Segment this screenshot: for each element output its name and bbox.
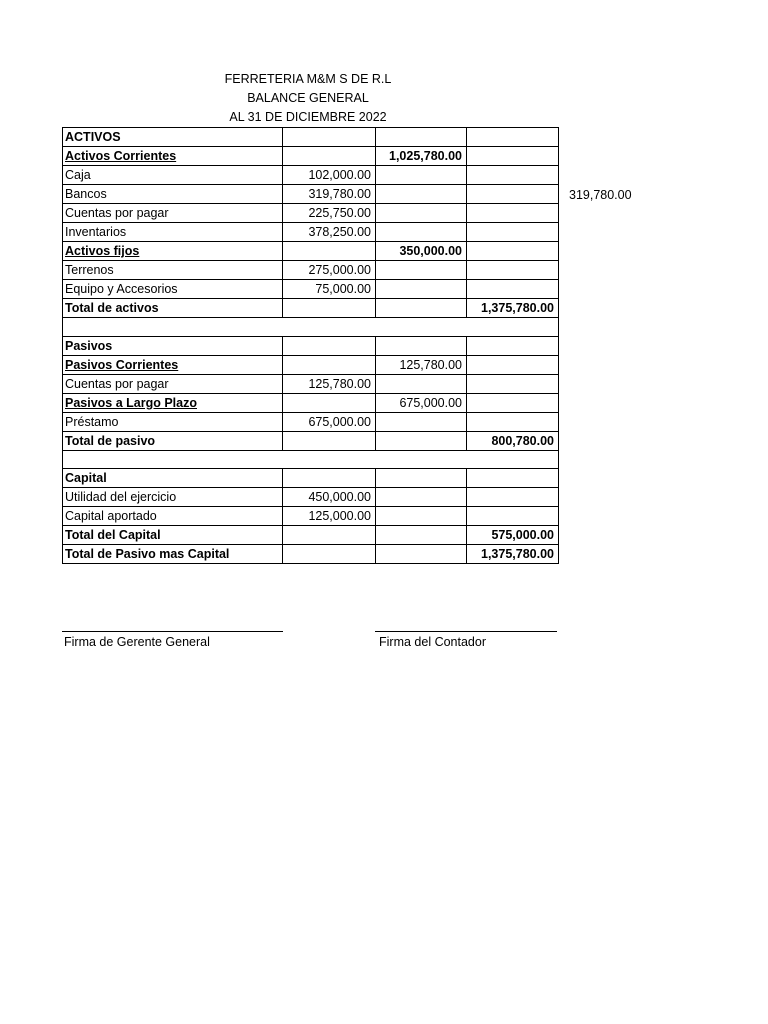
table-row	[63, 166, 559, 185]
table-row	[63, 450, 559, 469]
detail-amount	[283, 355, 376, 374]
total-amount	[467, 166, 559, 185]
table-row	[63, 280, 559, 299]
subtotal-amount	[376, 488, 467, 507]
detail-amount	[283, 469, 376, 488]
table-row	[63, 393, 559, 412]
detail-amount: 450,000.00	[283, 488, 376, 507]
table-row	[63, 261, 559, 280]
row-label: Pasivos Corrientes	[63, 355, 283, 374]
detail-amount: 675,000.00	[283, 412, 376, 431]
accountant-signature-line	[375, 631, 557, 632]
table-row	[63, 431, 559, 450]
side-note-value: 319,780.00	[569, 188, 632, 202]
table-row	[63, 185, 559, 204]
total-amount	[467, 280, 559, 299]
row-label: Utilidad del ejercicio	[63, 488, 283, 507]
subtotal-amount	[376, 374, 467, 393]
total-amount: 1,375,780.00	[467, 299, 559, 318]
subtotal-amount	[376, 128, 467, 147]
row-label: Terrenos	[63, 261, 283, 280]
table-row	[63, 545, 559, 564]
subtotal-amount	[376, 336, 467, 355]
row-label: Bancos	[63, 185, 283, 204]
spacer-row	[63, 318, 559, 337]
total-amount	[467, 204, 559, 223]
row-label: Total de activos	[63, 299, 283, 318]
row-label: Activos fijos	[63, 242, 283, 261]
total-amount	[467, 393, 559, 412]
table-row	[63, 374, 559, 393]
company-name: FERRETERIA M&M S DE R.L	[224, 72, 392, 86]
detail-amount	[283, 299, 376, 318]
subtotal-amount	[376, 261, 467, 280]
detail-amount: 102,000.00	[283, 166, 376, 185]
total-amount	[467, 185, 559, 204]
total-amount	[467, 374, 559, 393]
row-label: Pasivos	[63, 336, 283, 355]
table-row	[63, 355, 559, 374]
manager-signature-label: Firma de Gerente General	[64, 635, 210, 649]
subtotal-amount	[376, 204, 467, 223]
detail-amount: 275,000.00	[283, 261, 376, 280]
row-label: Caja	[63, 166, 283, 185]
detail-amount	[283, 526, 376, 545]
subtotal-amount	[376, 545, 467, 564]
row-label: Total de pasivo	[63, 431, 283, 450]
subtotal-amount	[376, 526, 467, 545]
total-amount	[467, 412, 559, 431]
table-row	[63, 223, 559, 242]
table-row	[63, 526, 559, 545]
subtotal-amount	[376, 280, 467, 299]
subtotal-amount	[376, 223, 467, 242]
subtotal-amount	[376, 507, 467, 526]
row-label: Capital	[63, 469, 283, 488]
accountant-signature-label: Firma del Contador	[379, 635, 486, 649]
manager-signature-line	[62, 631, 283, 632]
table-row	[63, 412, 559, 431]
total-amount: 800,780.00	[467, 431, 559, 450]
detail-amount: 75,000.00	[283, 280, 376, 299]
detail-amount	[283, 147, 376, 166]
spacer-row	[63, 450, 559, 469]
table-row	[63, 242, 559, 261]
total-amount	[467, 488, 559, 507]
total-amount	[467, 336, 559, 355]
table-row	[63, 488, 559, 507]
detail-amount	[283, 431, 376, 450]
total-amount	[467, 261, 559, 280]
table-row	[63, 204, 559, 223]
subtotal-amount: 675,000.00	[376, 393, 467, 412]
total-amount	[467, 355, 559, 374]
total-amount	[467, 128, 559, 147]
detail-amount: 225,750.00	[283, 204, 376, 223]
total-amount	[467, 223, 559, 242]
row-label: Préstamo	[63, 412, 283, 431]
row-label: ACTIVOS	[63, 128, 283, 147]
table-row	[63, 318, 559, 337]
row-label: Capital aportado	[63, 507, 283, 526]
table-row	[63, 147, 559, 166]
total-amount	[467, 242, 559, 261]
subtotal-amount	[376, 412, 467, 431]
detail-amount	[283, 393, 376, 412]
row-label: Activos Corrientes	[63, 147, 283, 166]
table-row	[63, 507, 559, 526]
table-row	[63, 469, 559, 488]
report-date: AL 31 DE DICIEMBRE 2022	[229, 110, 387, 124]
detail-amount: 319,780.00	[283, 185, 376, 204]
table-row	[63, 128, 559, 147]
total-amount	[467, 469, 559, 488]
total-amount: 1,375,780.00	[467, 545, 559, 564]
row-label: Total de Pasivo mas Capital	[63, 545, 283, 564]
detail-amount	[283, 128, 376, 147]
balance-sheet-table	[62, 127, 559, 564]
total-amount: 575,000.00	[467, 526, 559, 545]
detail-amount: 125,000.00	[283, 507, 376, 526]
subtotal-amount	[376, 469, 467, 488]
table-row	[63, 336, 559, 355]
row-label: Inventarios	[63, 223, 283, 242]
subtotal-amount: 1,025,780.00	[376, 147, 467, 166]
row-label: Cuentas por pagar	[63, 374, 283, 393]
table-row	[63, 299, 559, 318]
subtotal-amount: 350,000.00	[376, 242, 467, 261]
detail-amount: 125,780.00	[283, 374, 376, 393]
subtotal-amount: 125,780.00	[376, 355, 467, 374]
subtotal-amount	[376, 166, 467, 185]
row-label: Equipo y Accesorios	[63, 280, 283, 299]
detail-amount	[283, 545, 376, 564]
subtotal-amount	[376, 299, 467, 318]
row-label: Cuentas por pagar	[63, 204, 283, 223]
total-amount	[467, 147, 559, 166]
detail-amount: 378,250.00	[283, 223, 376, 242]
subtotal-amount	[376, 431, 467, 450]
subtotal-amount	[376, 185, 467, 204]
total-amount	[467, 507, 559, 526]
detail-amount	[283, 242, 376, 261]
detail-amount	[283, 336, 376, 355]
report-title: BALANCE GENERAL	[247, 91, 369, 105]
row-label: Total del Capital	[63, 526, 283, 545]
row-label: Pasivos a Largo Plazo	[63, 393, 283, 412]
